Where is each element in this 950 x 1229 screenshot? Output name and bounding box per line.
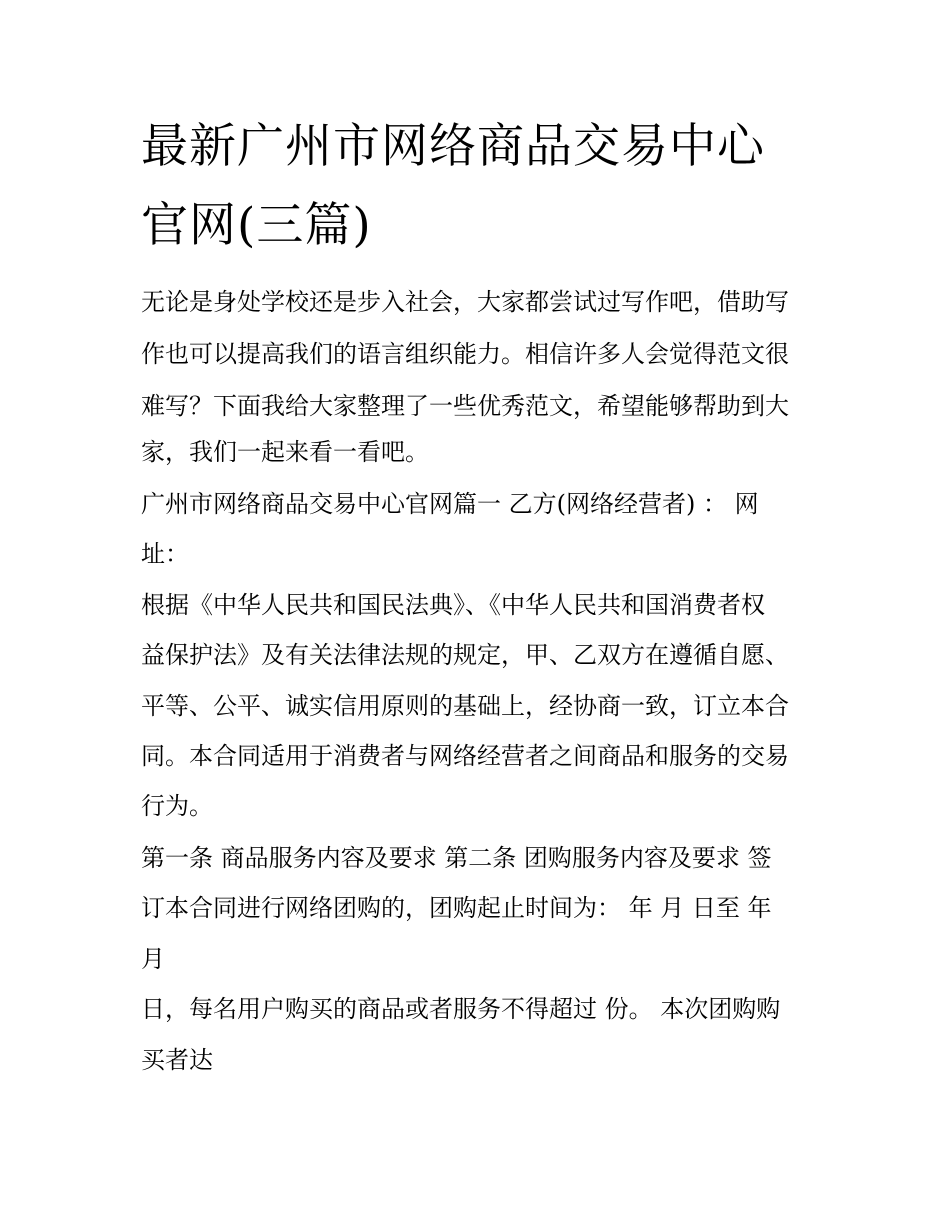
body-line-8: 益保护法》及有关法律法规的规定，甲、乙双方在遵循自愿、 — [141, 641, 789, 669]
body-line-15: 日，每名用户购买的商品或者服务不得超过 份。 本次团购购 — [141, 995, 781, 1023]
body-line-13: 订本合同进行网络团购的，团购起止时间为： 年 月 日至 年 — [141, 894, 772, 922]
body-line-7: 根据《中华人民共和国民法典》、《中华人民共和国消费者权 — [141, 591, 765, 619]
document-title-line-2: 官网(三篇) — [141, 198, 372, 253]
body-line-9: 平等、公平、诚实信用原则的基础上，经协商一致，订立本合 — [141, 692, 789, 720]
body-line-1: 无论是身处学校还是步入社会，大家都尝试过写作吧，借助写 — [141, 288, 789, 316]
body-line-5: 广州市网络商品交易中心官网篇一 乙方(网络经营者) ： 网 — [141, 490, 759, 518]
document-title-line-1: 最新广州市网络商品交易中心 — [141, 119, 765, 174]
body-line-12: 第一条 商品服务内容及要求 第二条 团购服务内容及要求 签 — [141, 844, 772, 872]
body-line-4: 家，我们一起来看一看吧。 — [141, 438, 429, 466]
body-line-16: 买者达 — [141, 1046, 213, 1074]
body-line-11: 行为。 — [141, 792, 213, 820]
body-line-3: 难写？下面我给大家整理了一些优秀范文，希望能够帮助到大 — [141, 392, 789, 420]
body-line-2: 作也可以提高我们的语言组织能力。相信许多人会觉得范文很 — [141, 340, 789, 368]
body-line-10: 同。本合同适用于消费者与网络经营者之间商品和服务的交易 — [141, 742, 789, 770]
body-line-14: 月 — [141, 945, 165, 973]
body-line-6: 址： — [141, 540, 189, 568]
